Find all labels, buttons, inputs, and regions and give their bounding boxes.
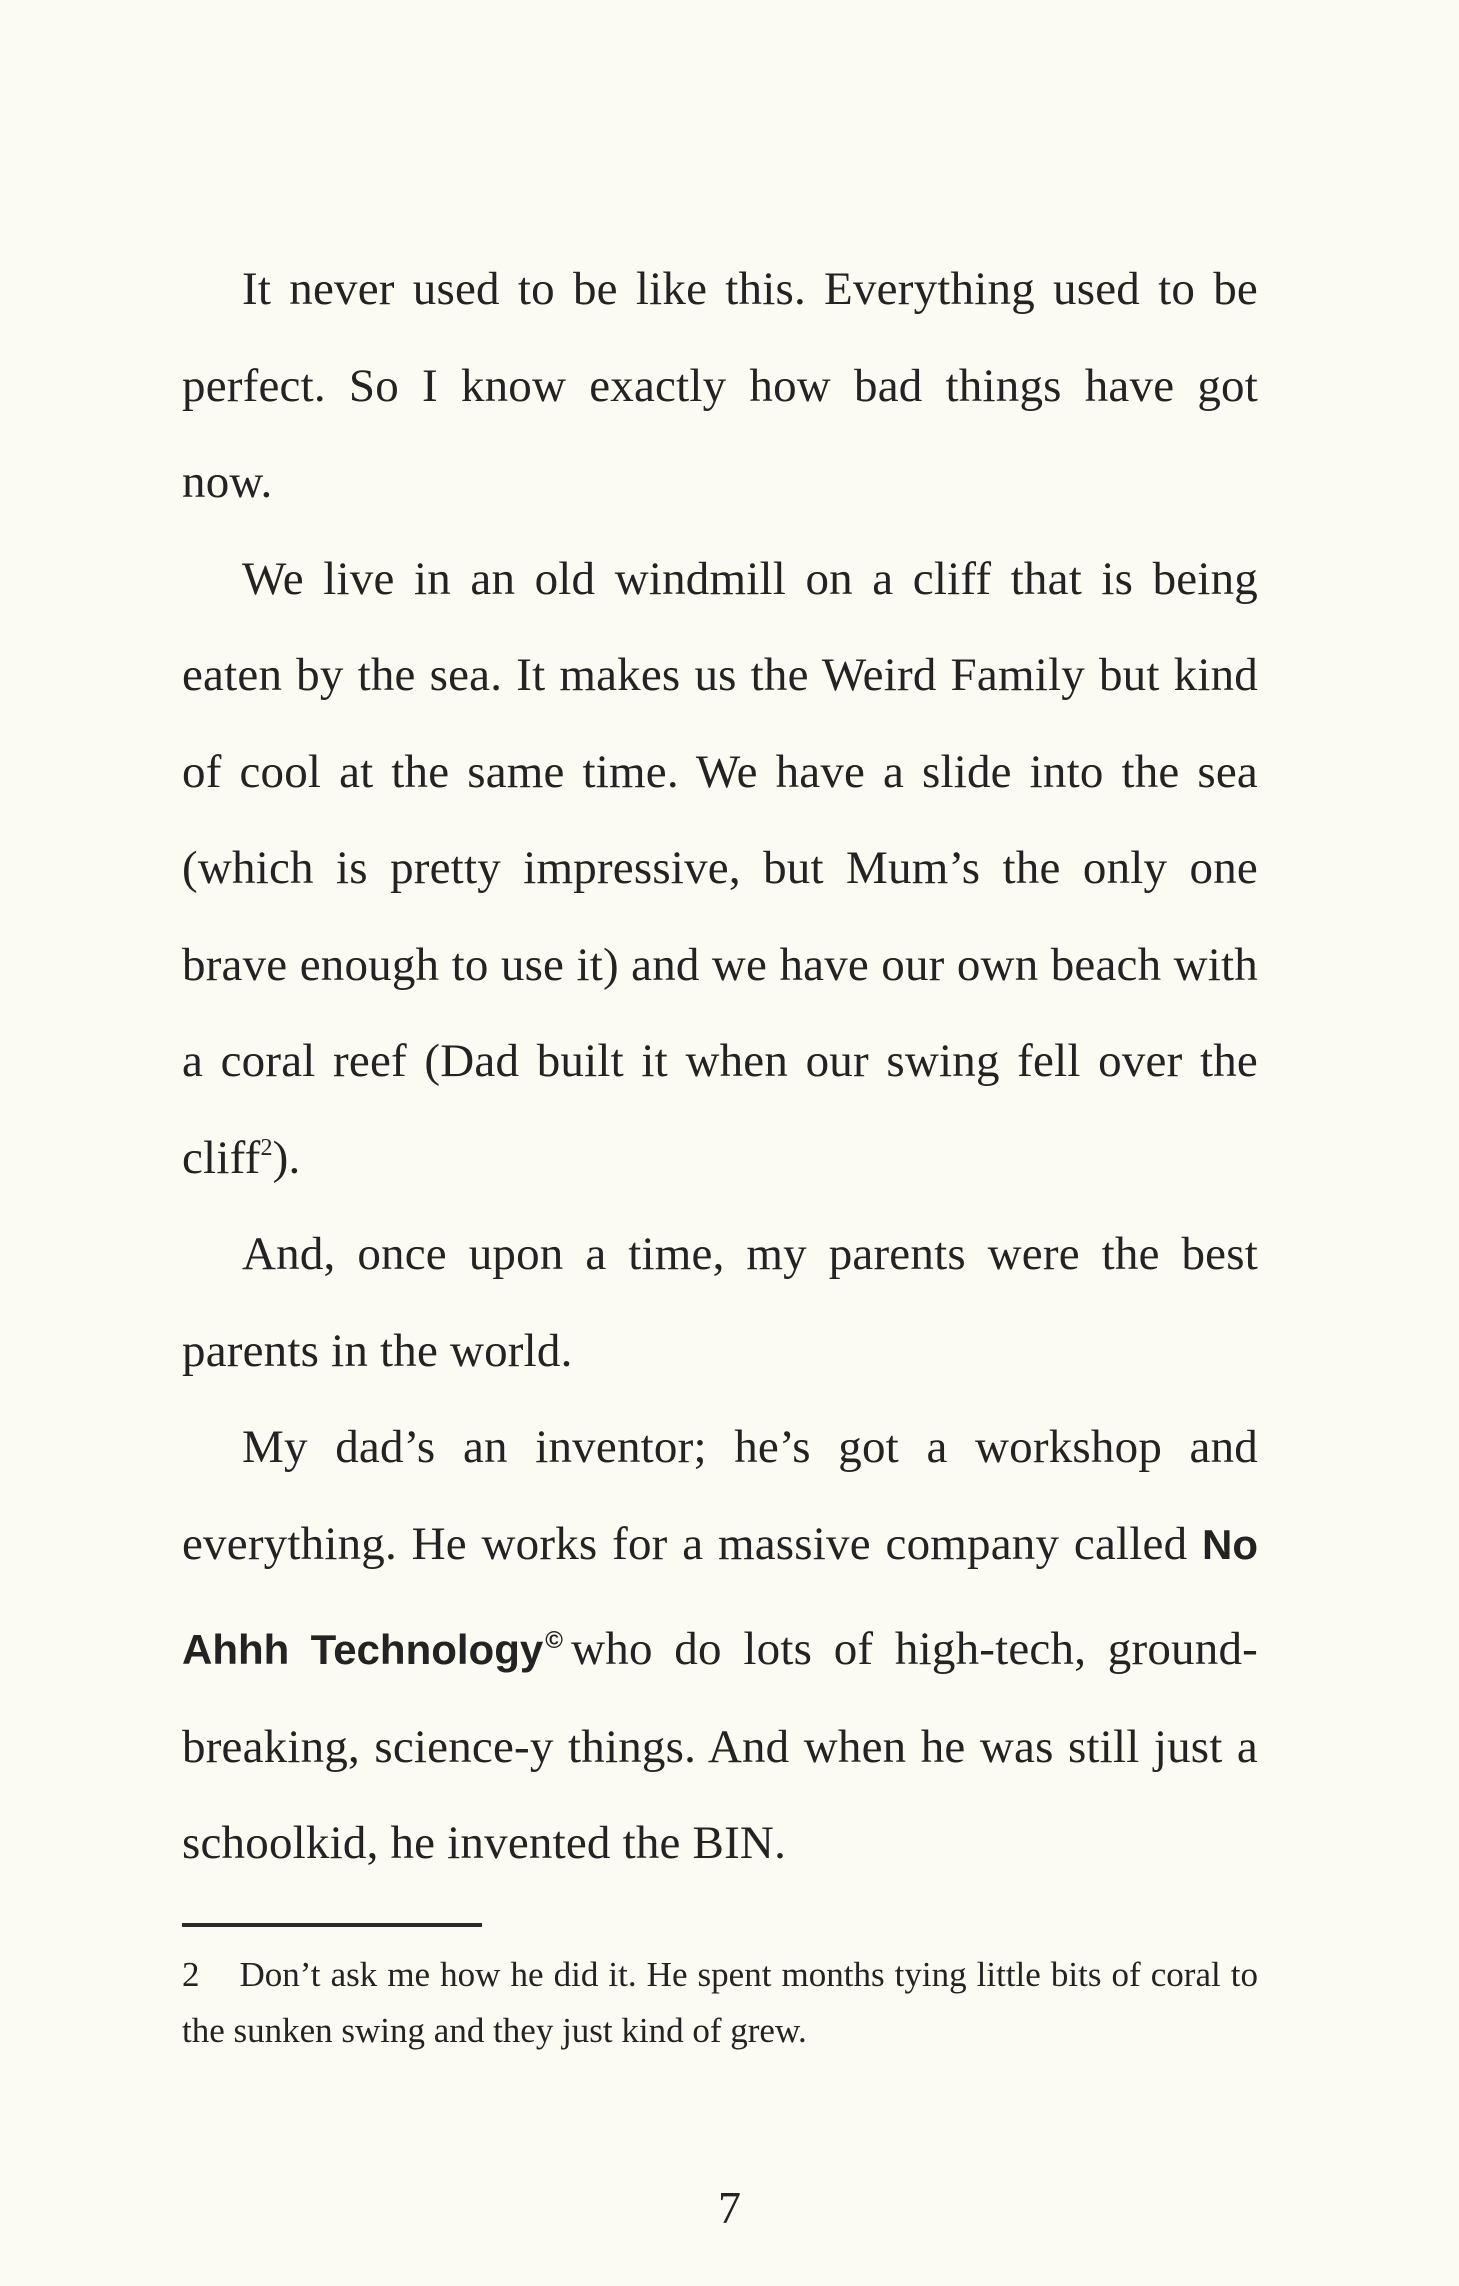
paragraph-4-rest: who do lots of high-tech, ground-breaking, science-y things. And when he was still just a schoolkid, he invented the BIN. xyxy=(182,1623,1258,1869)
paragraph-2-text: We live in an old windmill on a cliff that is being eaten by the sea. It makes us the Weird Family but kind of cool at the same time. We have a slide into the sea (which is pretty impressive, but Mum’s the only one brave enough to use it) and we have our own beach with a coral reef (Dad built it when our swing fell over the cliff xyxy=(182,552,1258,1184)
paragraph-1: It never used to be like this. Everything used to be perfect. So I know exactly how bad things have got now. xyxy=(182,263,1258,508)
copyright-mark: © xyxy=(545,1627,564,1654)
body-text xyxy=(182,241,1258,1892)
footnote-number: 2 xyxy=(182,1955,200,1994)
footnote-reference: 2 xyxy=(260,1134,273,1161)
footnote-divider xyxy=(182,1923,482,1927)
paragraph-4 xyxy=(182,1399,1258,1892)
page-number: 7 xyxy=(718,2182,741,2233)
paragraph-4-text: My dad’s an inventor; he’s got a workshop and everything. He works for a massive company called xyxy=(182,1421,1258,1570)
paragraph-2 xyxy=(182,531,1258,1207)
paragraph-3: And, once upon a time, my parents were the best parents in the world. xyxy=(182,1228,1258,1377)
brand-name: No Ahhh Technology xyxy=(182,1520,1258,1673)
footnote-text: Don’t ask me how he did it. He spent months tying little bits of coral to the sunken swing and they just kind of grew. xyxy=(182,1955,1258,2050)
footnote xyxy=(182,1947,1258,2059)
paragraph-2-end: ). xyxy=(272,1131,301,1184)
